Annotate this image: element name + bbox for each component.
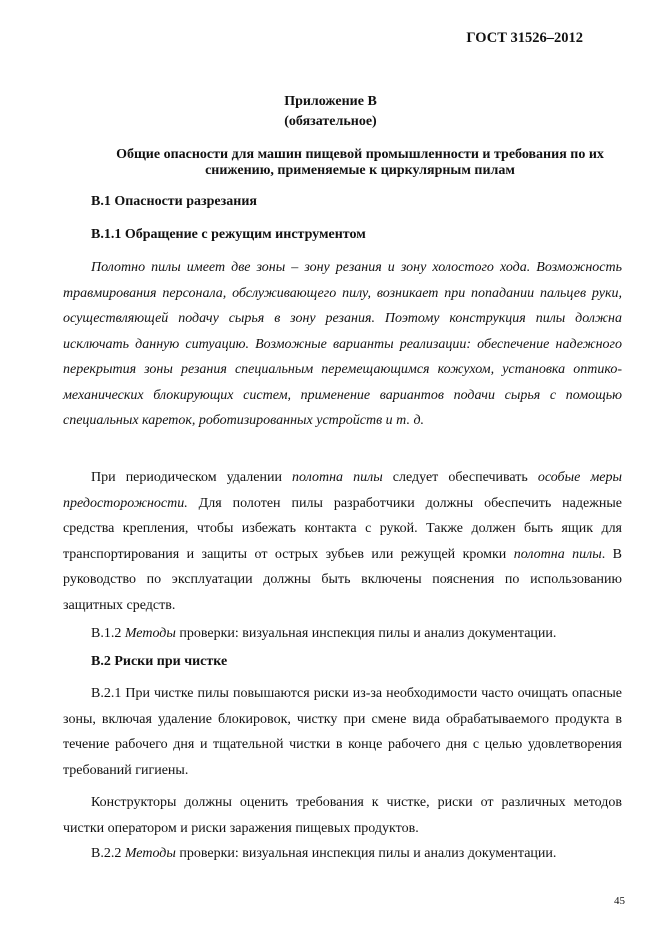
text-run: При периодическом удалении xyxy=(91,470,293,485)
standard-number: ГОСТ 31526–2012 xyxy=(466,30,583,46)
text-run: следует обеспечивать xyxy=(382,470,538,485)
section-b22-paragraph xyxy=(63,844,622,864)
appendix-status: (обязательное) xyxy=(284,114,377,129)
section-b1-heading: В.1 Опасности разрезания xyxy=(91,194,257,209)
appendix-heading xyxy=(0,92,661,132)
text-run-italic: Методы xyxy=(124,846,176,861)
section-b11-paragraph-1: Полотно пилы имеет две зоны – зону резания и зону холостого хода. Возможность травмирования персонала, обслуживающего пилу, возникает при попадании пальцев руки, осуществляющей подачу сырья в зону резания. Поэтому конструкция пилы должна исключать данную ситуацию. Возможные варианты реализации: обеспечение надежного перекрытия зоны резания специальным перемещающимся кожухом, установка оптико-механических блокирующих систем, применение вариантов подачи сырья с помощью специальных кареток, роботизированных устройств и т. д. xyxy=(63,260,622,428)
text-run: В.1.2 xyxy=(91,626,125,641)
page-number: 45 xyxy=(614,895,625,907)
text-run: проверки: визуальная инспекция пилы и анализ документации. xyxy=(175,626,557,641)
text-run: В.2.2 xyxy=(91,846,125,861)
text-run-italic: полотна пилы xyxy=(513,546,602,562)
text-run-italic: полотна пилы xyxy=(292,470,383,485)
text-run: . В руководство по эксплуатации должны быть включены пояснения по использованию защитных средств. xyxy=(63,546,622,613)
text-run-italic: особые меры предосторожности. xyxy=(63,470,622,511)
text-run: Для полотен пилы разработчики должны обеспечить надежные средства крепления, чтобы избежать контакта с рукой. Также должен быть ящик для транспортирования и защиты от острых зубьев или режущей кромки xyxy=(63,495,622,562)
section-b11-paragraph-2 xyxy=(63,465,622,618)
section-b11-heading: В.1.1 Обращение с режущим инструментом xyxy=(91,227,366,242)
section-b2-heading: В.2 Риски при чистке xyxy=(91,654,228,669)
section-b21-paragraph-1: В.2.1 При чистке пилы повышаются риски из-за необходимости часто очищать опасные зоны, включая удаление блокировок, чистку при смене вида обрабатываемого продукта в течение рабочего дня и тщательной чистки в конце рабочего дня с целью удовлетворения требований гигиены. xyxy=(63,686,622,778)
text-run: проверки: визуальная инспекция пилы и анализ документации. xyxy=(175,846,557,861)
text-run-italic: Методы xyxy=(124,626,176,641)
appendix-general-title: Общие опасности для машин пищевой промышленности и требования по их снижению, применяемые к циркулярным пилам xyxy=(116,147,604,178)
section-b21-paragraph-2: Конструкторы должны оценить требования к чистке, риски от различных методов чистки оператором и риски заражения пищевых продуктов. xyxy=(63,795,622,836)
appendix-title: Приложение В xyxy=(284,94,377,109)
section-b12-paragraph xyxy=(63,624,622,644)
